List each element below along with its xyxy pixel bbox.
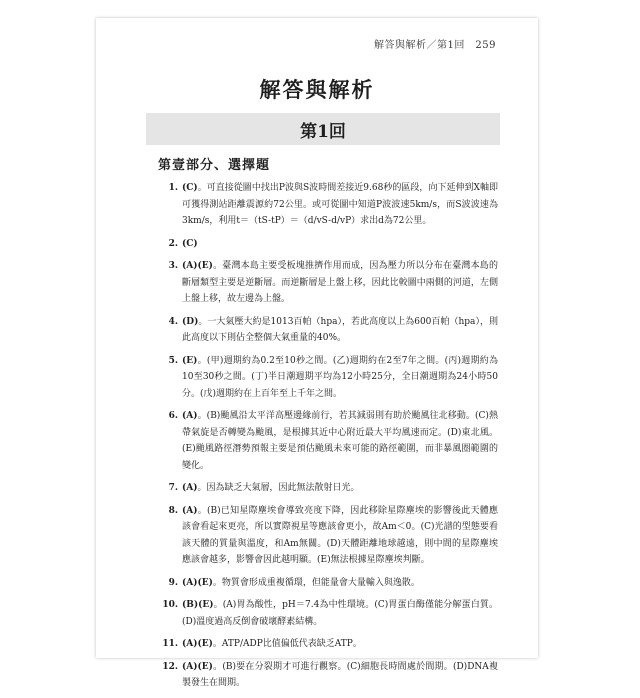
answer-explanation: 。(B)已知星際塵埃會導致亮度下降，因此移除星際塵埃的影響後此天體應該會看起來更亮，所以實際視星等應該會更小，故Am＜0。(C)光譜的型態要看該天體的質量與溫度，和Am無關。(D)天體距離地球越遠，則中間的星際塵埃應該會越多，影響會因此越明顯。(E)無法根據星際塵埃判斷。: [182, 505, 498, 565]
answer-explanation: 。ATP/ADP比值偏低代表缺乏ATP。: [212, 639, 362, 649]
answer-explanation: 。臺灣本島主要受板塊推擠作用而成，因為壓力所以分布在臺灣本島的斷層類型主要是逆斷層。而逆斷層是上盤上移，因此比較圖中兩側的河道，左側上盤上移，故左邊為上盤。: [182, 261, 498, 304]
question-number: 3.: [168, 261, 178, 271]
answer-choice: (A)(E): [182, 577, 213, 588]
answer-choice: (A)(E): [182, 261, 213, 271]
question-number: 12.: [162, 661, 178, 672]
answer-choice: (A)(E): [182, 639, 213, 649]
answer-explanation: 。(B)要在分裂期才可進行觀察。(C)細胞長時間處於間期。(D)DNA複製發生在間期。: [182, 661, 498, 688]
answer-item: [158, 353, 498, 403]
question-number: 5.: [168, 355, 178, 366]
answer-item: [158, 180, 498, 230]
question-number: 9.: [168, 577, 178, 588]
answer-body: [182, 258, 498, 308]
answer-choice: (B)(E): [182, 600, 214, 610]
book-page: [96, 18, 538, 688]
running-head: 解答與解析／第1回 259: [374, 40, 496, 51]
answer-choice: (A): [182, 411, 198, 421]
answer-body: [182, 236, 498, 253]
answer-item: [158, 480, 498, 497]
answer-explanation: 。(B)颱風沿太平洋高壓邊緣前行，若其減弱則有助於颱風往北移動。(C)熱帶氣旋是否轉變為颱風，是根據其近中心附近最大平均風速而定。(D)東北風。(E)颱風路徑潛勢預報主要是預估颱風未來可能的路徑範圍，而非暴風圈範圍的變化。: [182, 411, 498, 471]
round-label: 第1回: [300, 121, 346, 142]
question-number: 1.: [168, 183, 178, 193]
answer-list: [158, 180, 498, 698]
answer-body: [182, 180, 498, 230]
answer-item: [158, 636, 498, 653]
question-number: 4.: [168, 316, 178, 327]
answer-item: [158, 597, 498, 630]
question-number: 11.: [162, 639, 178, 649]
question-number: 6.: [168, 411, 178, 421]
answer-choice: (C): [182, 238, 198, 249]
answer-explanation: 。一大氣壓大約是1013百帕（hpa），若此高度以上為600百帕（hpa），則此高度以下則佔全整個大氣重量的40%。: [182, 316, 498, 343]
answer-body: [182, 597, 498, 630]
section-heading: 第壹部分、選擇題: [158, 158, 271, 173]
answer-body: [182, 314, 498, 347]
answer-body: [182, 408, 498, 474]
page-title: 解答與解析: [259, 77, 375, 102]
answer-choice: (E): [182, 355, 198, 366]
question-number: 10.: [162, 600, 178, 610]
answer-item: [158, 503, 498, 569]
answer-body: [182, 480, 498, 497]
answer-body: [182, 659, 498, 692]
answer-choice: (A): [182, 505, 198, 516]
answer-choice: (C): [182, 183, 198, 193]
answer-item: [158, 659, 498, 692]
answer-body: [182, 353, 498, 403]
answer-body: [182, 636, 498, 653]
answer-body: [182, 503, 498, 569]
round-banner: [146, 113, 500, 145]
answer-item: [158, 314, 498, 347]
answer-explanation: 。(A)胃為酸性，pH＝7.4為中性環境。(C)胃蛋白酶僅能分解蛋白質。(D)溫度過高反倒會破壞酵素結構。: [182, 600, 498, 627]
answer-choice: (A): [182, 483, 198, 493]
answer-explanation: 。物質會形成重複循環，但能量會大量輸入與逸散。: [212, 577, 420, 588]
answer-explanation: 。(甲)週期約為0.2至10秒之間。(乙)週期約在2至7年之間。(丙)週期約為10至30秒之間。(丁)半日潮週期平均為12小時25分，全日潮週期為24小時50分。(戊)週期約在上百年至上千年之間。: [182, 355, 498, 399]
answer-item: [158, 408, 498, 474]
question-number: 2.: [168, 238, 178, 249]
answer-explanation: 。可直接從圖中找出P波與S波時間差接近9.68秒的區段，向下延伸到X軸即可獲得測站距離震源約72公里。或可從圖中知道P波波速5km/s，而S波波速為3km/s，利用t＝（tS-tP）＝（d/vS-d/vP）求出d為72公里。: [182, 183, 498, 226]
question-number: 7.: [168, 483, 178, 493]
answer-explanation: 。因為缺乏大氣層，因此無法散射日光。: [197, 483, 360, 493]
answer-body: [182, 575, 498, 592]
answer-item: [158, 236, 498, 253]
question-number: 8.: [168, 505, 178, 516]
answer-item: [158, 258, 498, 308]
answer-choice: (A)(E): [182, 661, 213, 672]
answer-choice: (D): [182, 316, 199, 327]
answer-item: [158, 575, 498, 592]
